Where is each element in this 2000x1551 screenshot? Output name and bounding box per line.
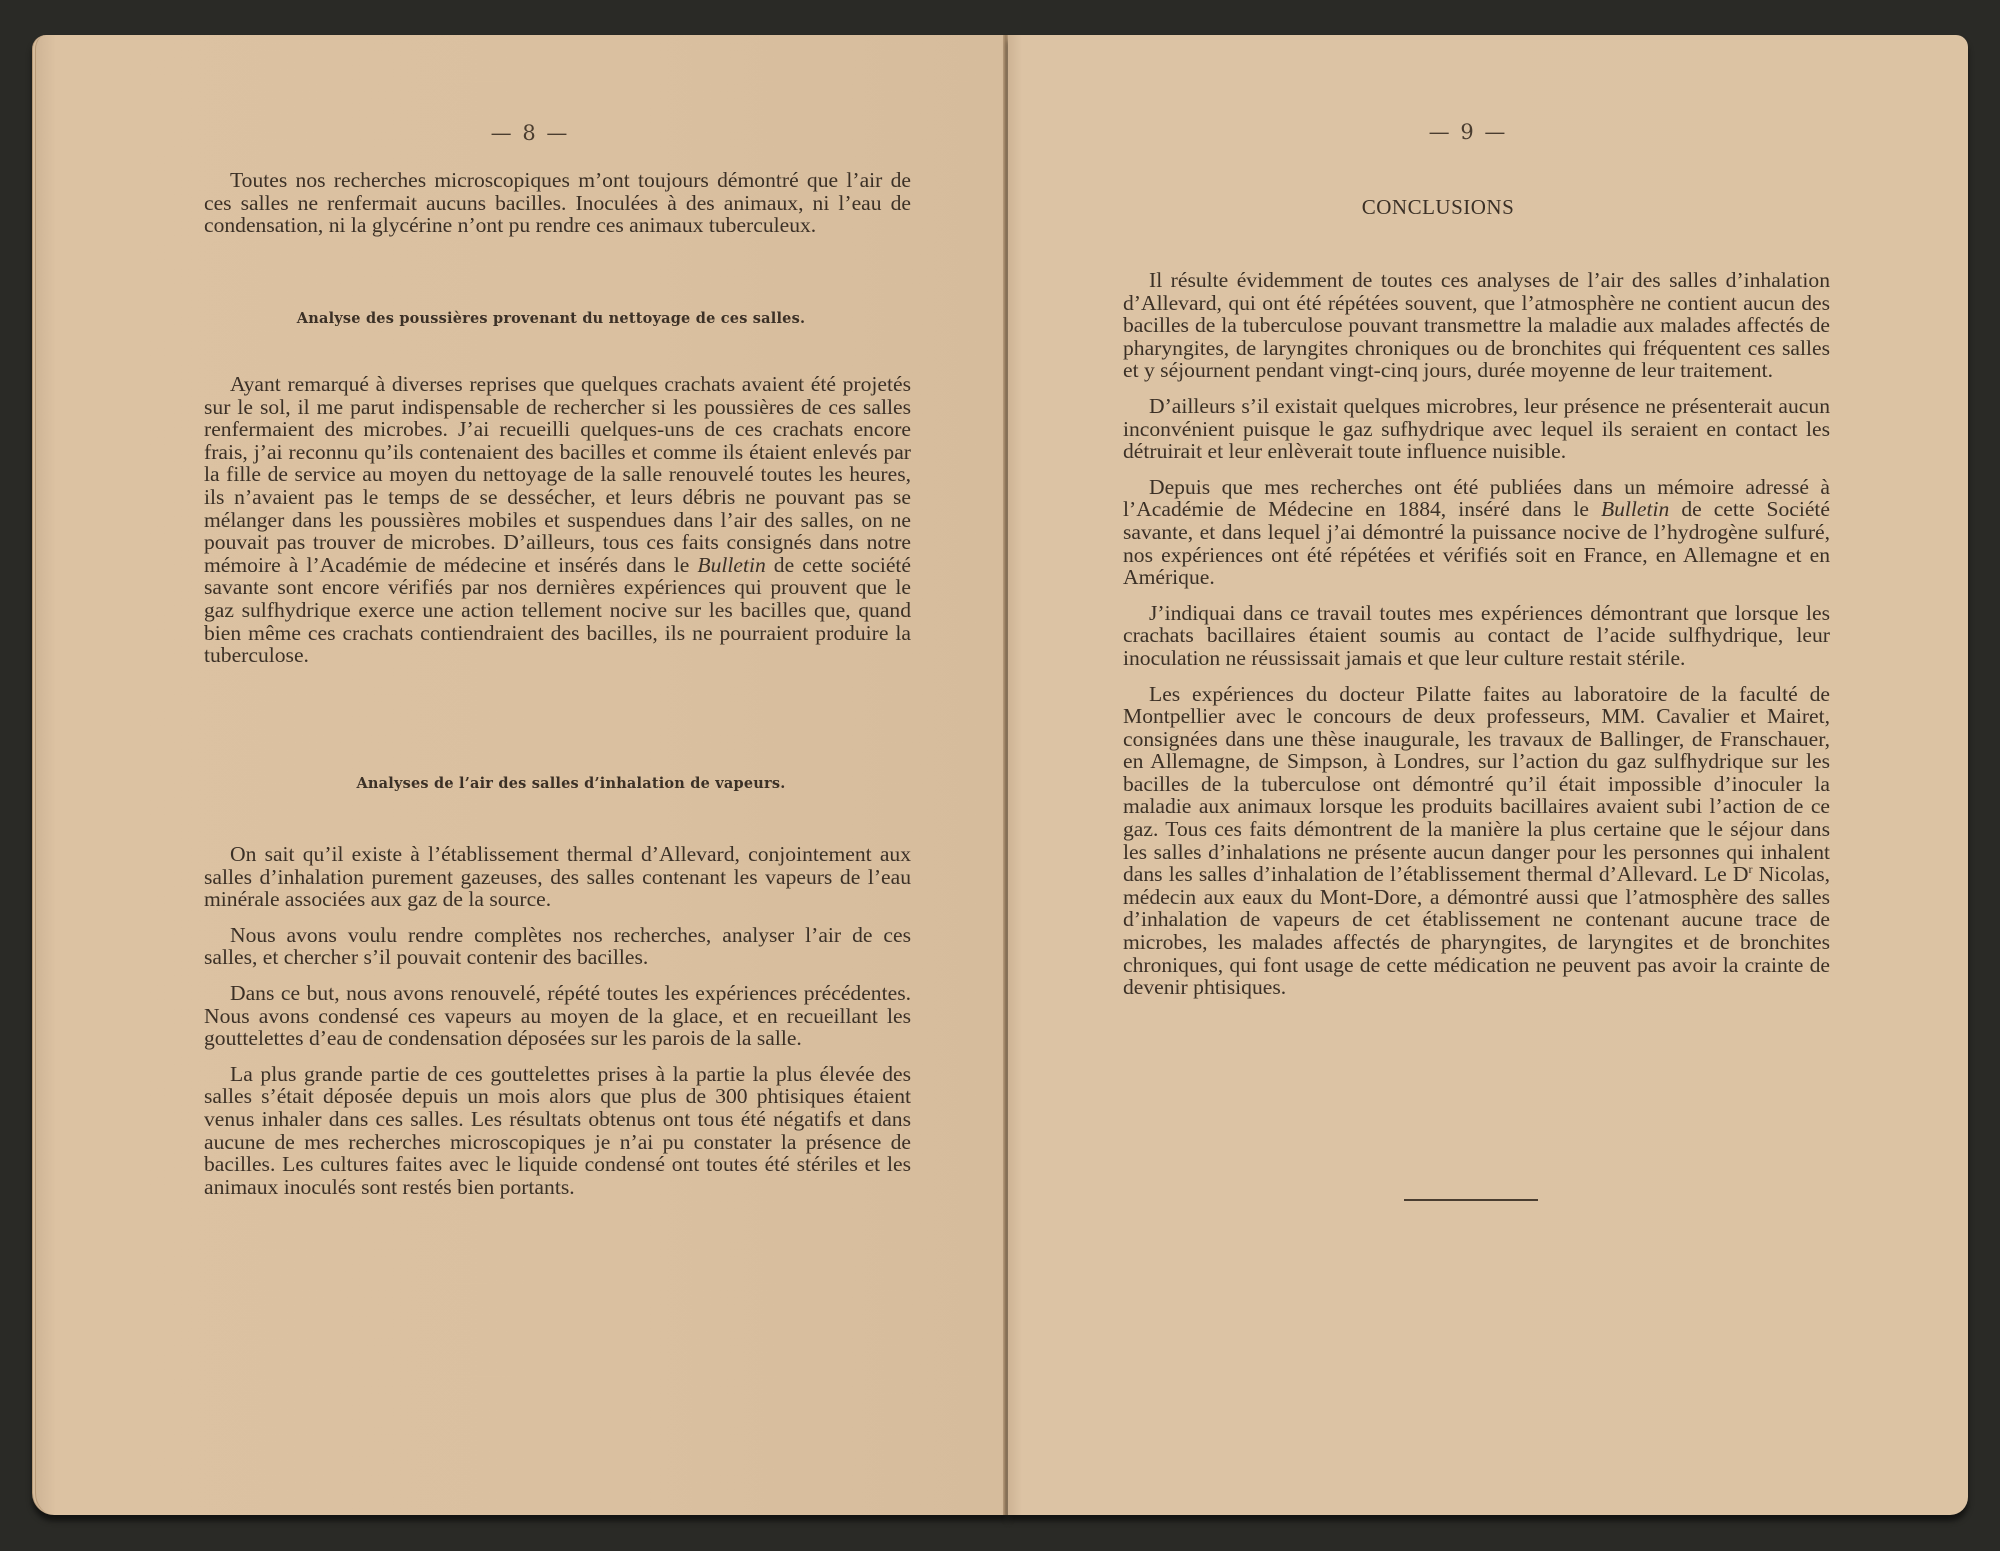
paragraph-text — [204, 373, 911, 667]
page-number: — 8 — — [490, 121, 570, 145]
conclusions-heading: CONCLUSIONS — [1361, 195, 1515, 219]
paragraph-text — [1123, 683, 1830, 999]
paragraph-text-end: de cette société savante sont encore vérifiés par nos dernières expériences qui prouvent que le gaz sulfhydrique exerce une action tellement nocive sur les bacilles que, quand bien même ces crachats contiendraient des bacilles, ils ne pourraient produire la tuberculose. — [204, 552, 911, 668]
end-rule-divider — [1404, 1199, 1538, 1201]
paragraph-text-start: Les expériences du docteur Pilatte faites au laboratoire de la faculté de Montpellier avec le concours de deux professeurs, MM. Cavalier et Mairet, consignées dans une thèse inaugurale, les travaux de Ballinger, de Franschauer, en Allemagne, de Simpson, à Londres, sur l’action du gaz sulfhydrique sur les bacilles de la tuberculose ont démontré qu’il était impossible d’inoculer la maladie aux animaux lorsque les produits bacillaires avaient subi l’action de ce gaz. Tous ces faits démontrent de la manière la plus certaine que le séjour dans les salles d’inhalations ne présente aucun danger pour les personnes qui inhalent dans les salles d’inhalation de l’établissement thermal d’Allevard. Le D — [1123, 681, 1830, 887]
paragraph-text-end: Nicolas, médecin aux eaux du Mont-Dore, a démontré aussi que l’atmosphère des salles d’inhalation de vapeurs de cet établissement ne contenant aucune trace de microbes, les malades affectés de pharyngites, de laryngites et de bronchites chroniques, qui font usage de cette médication ne peuvent pas avoir la crainte de devenir phtisiques. — [1123, 862, 1830, 1000]
paragraph-text-start: Depuis que mes recherches ont été publiées dans un mémoire adressé à l’Académie de Médecine en 1884, inséré dans le — [1123, 474, 1830, 522]
paragraph-text: J’indiquai dans ce travail toutes mes expériences démontrant que lorsque les crachats bacillaires étaient soumis au contact de l’acide sulfhydrique, leur inoculation ne réussissait jamais et que leur culture restait stérile. — [1123, 600, 1830, 670]
right-page — [1008, 35, 1968, 1515]
section-heading: Analyses de l’air des salles d’inhalation de vapeurs. — [356, 775, 786, 792]
paragraph-text: D’ailleurs s’il existait quelques microbres, leur présence ne présenterait aucun inconvénient puisque le gaz sufhydrique avec lequel ils seraient en contact les détruirait et leur enlèverait toute influence nuisible. — [1123, 393, 1830, 464]
left-page — [32, 35, 1008, 1515]
paragraph-text: La plus grande partie de ces gouttelettes prises à la partie la plus élevée des salles s’était déposée depuis un mois alors que plus de 300 phtisiques étaient venus inhaler dans ces salles. Les résultats obtenus ont tous été négatifs et dans aucune de mes recherches microscopiques je n’ai pu constater la présence de bacilles. Les cultures faites avec le liquide condensé ont toutes été stériles et les animaux inoculés sont restés bien portants. — [204, 1061, 911, 1199]
paragraph-text-end: de cette Société savante, et dans lequel j’ai démontré la puissance nocive de l’hydrogène sulfuré, nos expériences ont été répétées et vérifiés soit en France, en Allemagne et en Amérique. — [1123, 497, 1831, 590]
paragraph-text: Nous avons voulu rendre complètes nos recherches, analyser l’air de ces salles, et chercher s’il pouvait contenir des bacilles. — [204, 922, 911, 970]
paragraph-text: On sait qu’il existe à l’établissement thermal d’Allevard, conjointement aux salles d’inhalation purement gazeuses, des salles contenant les vapeurs de l’eau minérale associées aux gaz de la source. — [204, 842, 911, 912]
paragraph-text: Toutes nos recherches microscopiques m’ont toujours démontré que l’air de ces salles ne renfermait aucuns bacilles. Inoculées à des animaux, ni l’eau de condensation, ni la glycérine n’ont pu rendre ces animaux tuberculeux. — [204, 168, 911, 238]
paragraph-group — [1123, 269, 1830, 999]
paragraph-group — [204, 843, 911, 1198]
bulletin-title: Bulletin — [697, 552, 766, 577]
bulletin-title: Bulletin — [1600, 497, 1670, 522]
paragraph-text: Dans ce but, nous avons renouvelé, répété toutes les expériences précédentes. Nous avons condensé ces vapeurs au moyen de la glace, et en recueillant les gouttelettes d’eau de condensation déposées sur les parois de la salle. — [204, 980, 911, 1051]
paragraph — [204, 169, 911, 237]
doctor-abbrev-superscript: r — [1748, 862, 1753, 877]
section-heading: Analyse des poussières provenant du nettoyage de ces salles. — [296, 310, 806, 327]
paragraph-text — [1123, 476, 1830, 589]
paragraph — [204, 373, 911, 667]
paragraph-text: Il résulte évidemment de toutes ces analyses de l’air des salles d’inhalation d’Allevard, qui ont été répétées souvent, que l’atmosphère ne contient aucun des bacilles de la tuberculose pouvant transmettre la maladie aux malades affectés de pharyngites, de laryngites chroniques ou de bronchites qui fréquentent ces salles et y séjournent pendant vingt-cinq jours, durée moyenne de leur traitement. — [1123, 268, 1830, 383]
page-number: — 9 — — [1428, 120, 1508, 144]
paragraph-text-start: Ayant remarqué à diverses reprises que quelques crachats avaient été projetés sur le sol, il me parut indispensable de rechercher si les poussières de ces salles renfermaient des microbes. J’ai recueilli quelques-uns de ces crachats encore frais, j’ai reconnu qu’ils contenaient des bacilles et comme ils étaient enlevés par la fille de service au moyen du nettoyage de la salle renouvelé toutes les heures, ils n’avaient pas le temps de se dessécher, et leurs débris ne pouvant pas se mélanger dans les poussières mobiles et suspendues dans l’air des salles, on ne pouvait pas trouver de microbes. D’ailleurs, tous ces faits consignés dans notre mémoire à l’Académie de médecine et insérés dans le — [204, 372, 911, 577]
